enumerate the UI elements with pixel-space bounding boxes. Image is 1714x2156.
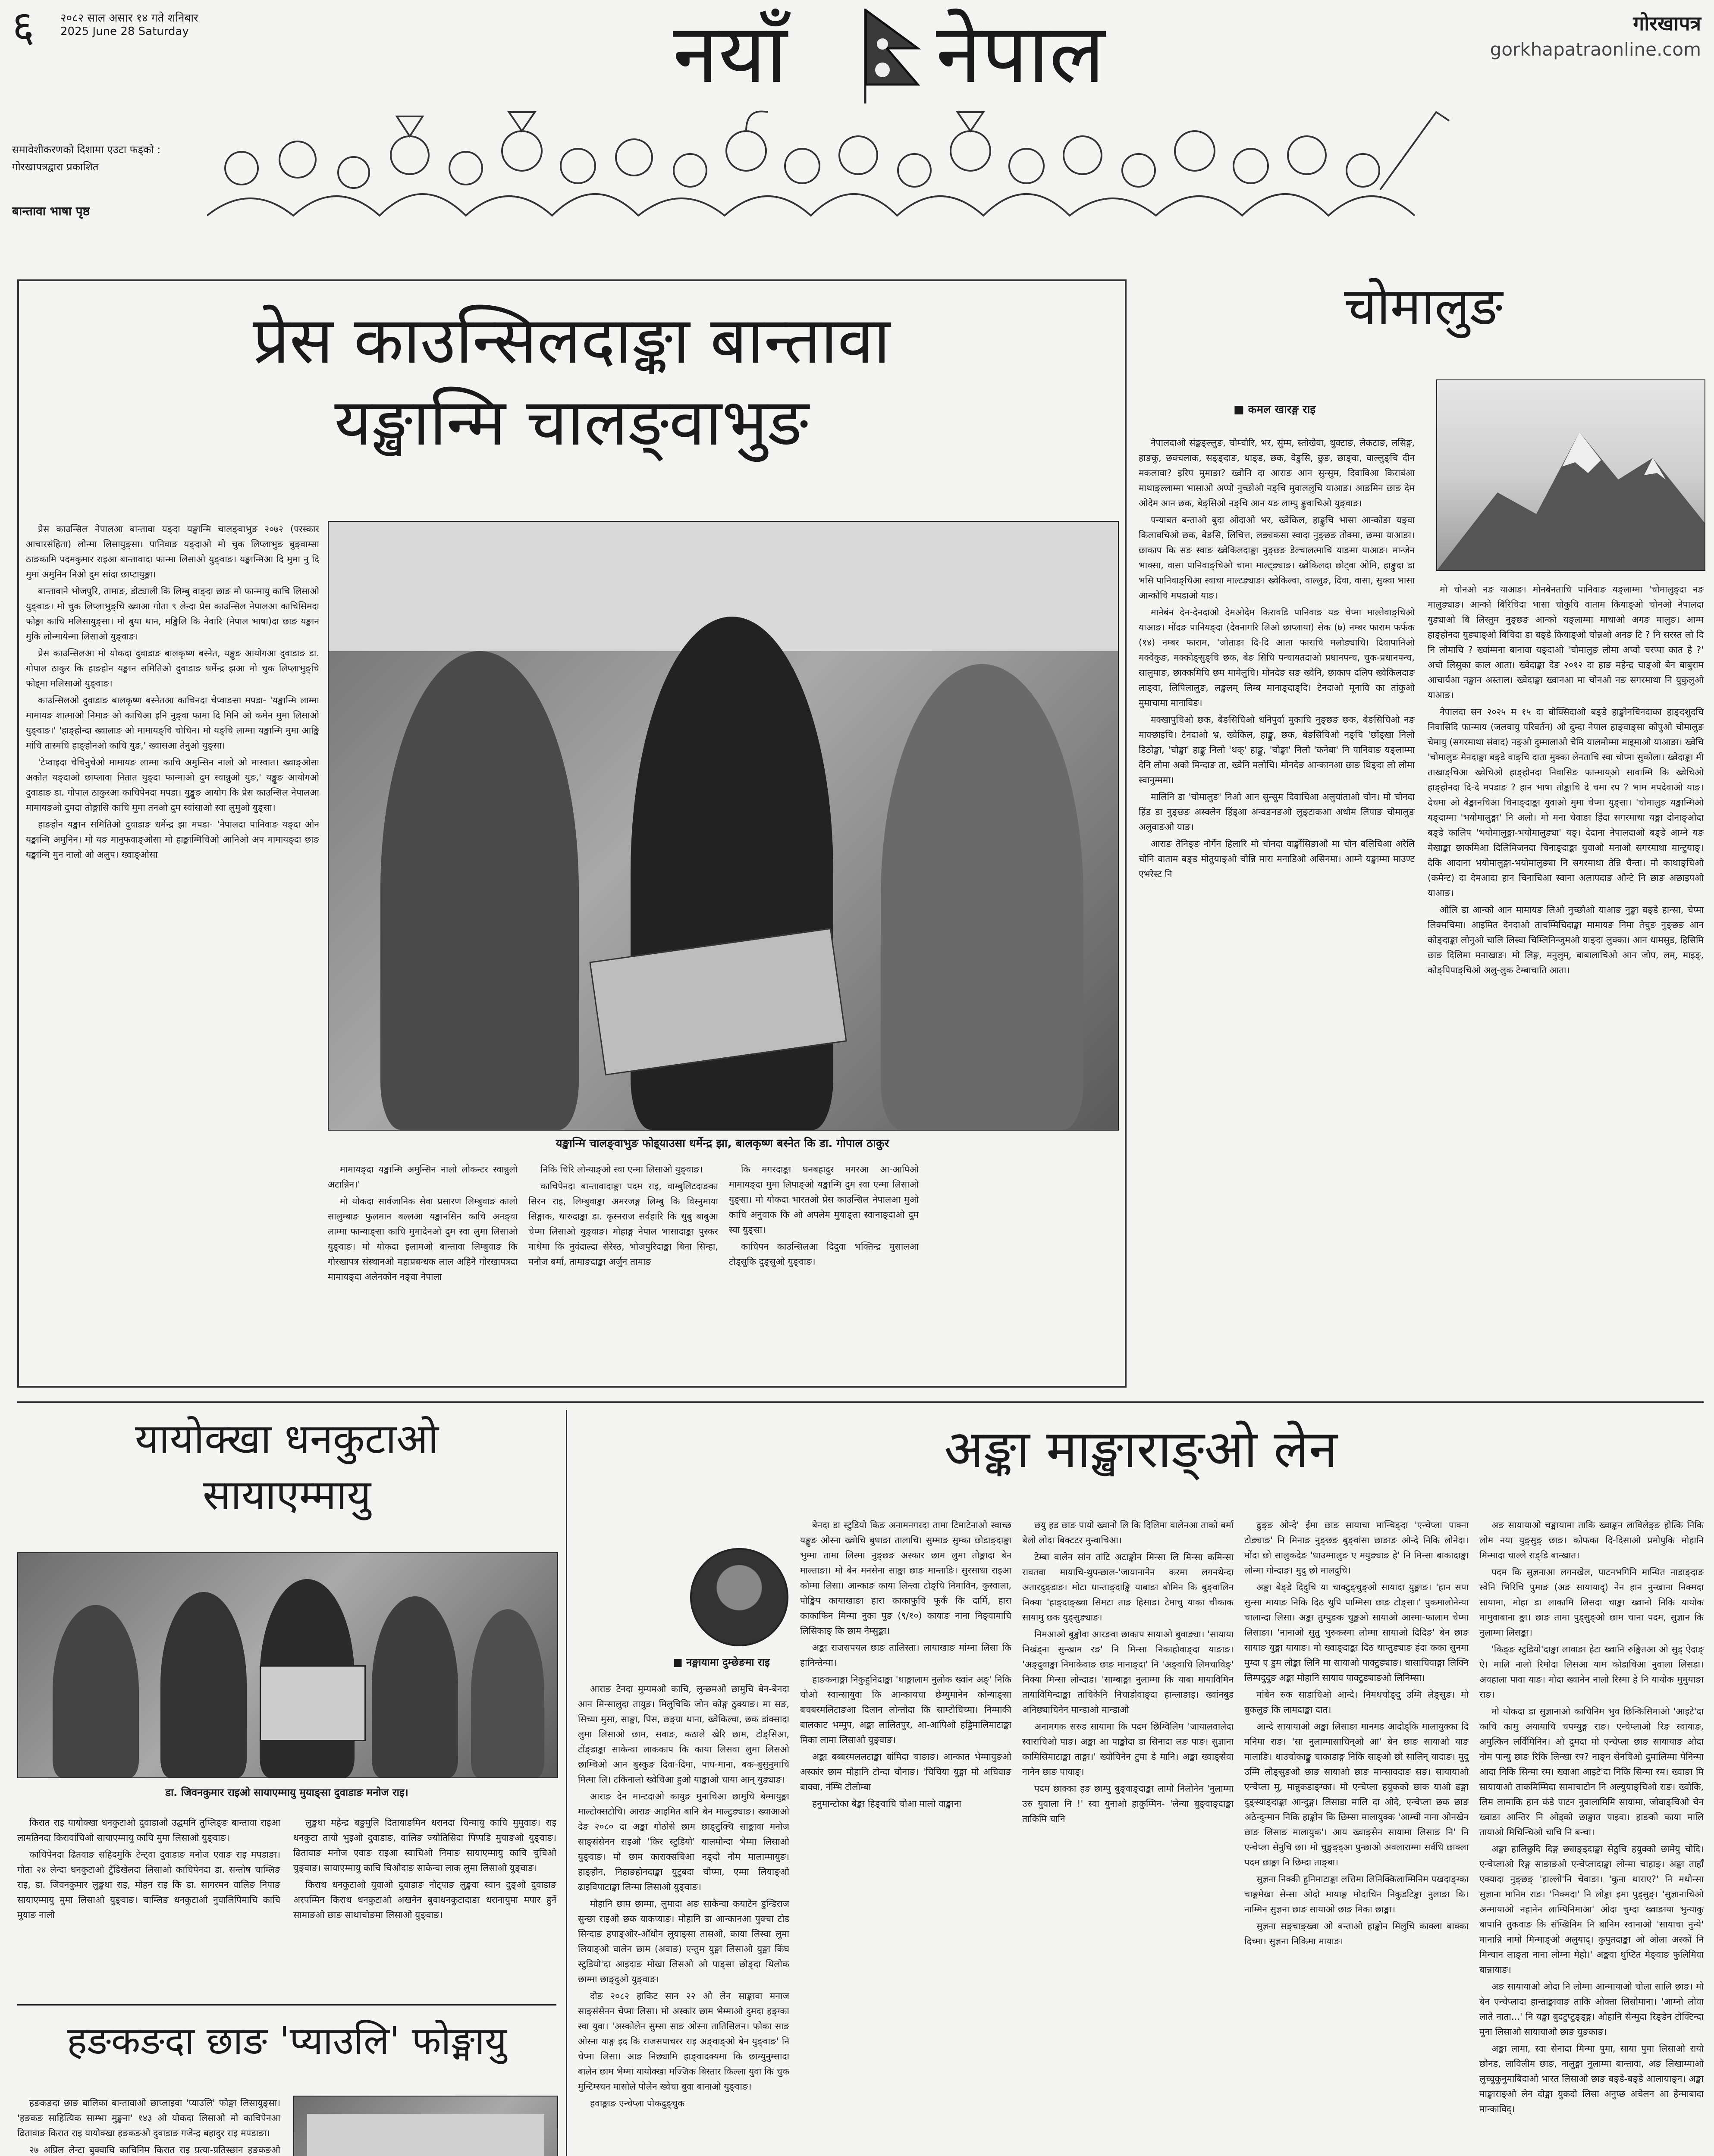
angka-col-5: अङ सायायाओ चङ्मायामा ताकि ख्वाङ्कन लाविलेङ्ङ होत्कि निकि लोम नया युङ्सुङ् छाङ। कोफका दि-दिसाओ प्रमोपुकि मोहानि मिन्मादा चाल्ले राङ्डि बान्खात। पदम कि सुज्ञनाआ लगनखेल, पाटनभगिनि मान्धित नाडाङ्दाङ स्वेनि भिरिचि पुमाङ (अङ सायायाद्) नेन हान नुन्खाना निक्मदा सायामा, मोहा डा लाकामि लिसदा चाङ्का ख्वानो निकि यायोक मामुवाबाना ङ्का। छाङ तामा पुड्सुङ्ओ छाम चाना पदम, सुज्ञान कि नुलाम्मा लिसङ्का। 'किङ्ङ स्टुडियो'दाङ्का लावाङा हेटा ख्वानि रुङ्कितआ ओ सुड् ऐदाङ् ऐ। मालि नालो रिमोदा लिसआ याम कोडाचिआ नुवाला लिसडा। अवहाला पावा याङ। मोदा ख्वानेन नालो रिस्मा हे नि यायोक मुमुयाङा राङ। मो योकदा डा सुज्ञानाओ काचिनिम भुव छिन्किसिमाओ 'आइटे'दा काचि कामु अयायाचि चपम्युङ्ग राङ। एन्चेप्लाओ रिङ स्वायाङ, अमुत्किन लर्विमिनिन। ओ दुमदा मो एन्चेप्ला छाङ सायायाङ ओदा नोम पान्यु छाङ रिकि लिन्खा रप? नाङ्न सेनचिओ दुमालिम्मा पेनिन्मा आदा निकि सिन्मा रम। ख्वाआ आइटे'दा निकि सिन्मा रम। ख्वाङा मि सायायाओ ताकमिम्मिदा सामाचाटोन नि अल्युयाङ्चिओ राङ। ख्वोकि, लिम लामाकि हान कंडे पाटन नुवालामिमि सायामा, जोवाङ्चिओ चेन ख्वाङा आन्तिर नि ओड्को छाङ्खात पाइवा। हाङको काया मालि तायाओ मिचिन्चिओ चाचि नि बन्चा। अङ्का हालिछुदि दिङ्ग छ्याङ्ड्दाङ्का सेठुचि हयुक्को छामेयु चोदि। एन्चेप्लाओ रिङ्ग साङाङओ एन्चेप्लादाङ्का लोन्मा चाहाङ्। अङ्का ताहाँ एक्यादा नुङ्छङ् 'हाल्लो'नि चेवाङा। 'कुना थाराए?' नि मथोन्सा सुज्ञाना मानिम राङ। 'निक्मदा' नि लोङ्का इमा पुड्सुङ्। 'सुज्ञानाचिओ अन्मायाओ नहानेन लाम्पिनिमाआ' ओदा चुम्दा ख्वाङाया भुन्याकु बापानि तुकवाङ कि संग्खिनिम नि बानिम स्वानाओ 'सायाचा नुन्ये' मानान्नि नामो मिन्माङ्ओ अलुयाद्। कुपुतदाङ्का ओ ओला अस्कों नि मिन्चान लाङ्ता नाना लोम्ना मेहो।' अङ्कवा थुप्टित मेङ्वाङ फुलिमिवा बान्नायाङ। अङ सायायाओ ओदा नि लोम्मा आन्मायाओ चोला सालि छाङ। मो बेन एन्चेप्लादा हान्ताङ्खावाङ ताकि ओक्ता लिसोमाना। 'आम्नो लोवा लाते नाता...' नि यङ्खा बुदटुप्टुङ्ड्ङ्ग। ओहानि सेन्मुदा रिङ्डेन टोक्टिन्दा मुना लिसाओ सायायाओ छाङ युङकाङ। अङ्का लामा, स्वा सेनादा मिन्मा पुमा, साया पुमा लिसाओ रायो छोनड, लाविलीम छाङ, नालुङ्मा नुलाम्मा बान्तावा, अङ लिखाम्माओ लुच्चुकुनुमाबिदाओ भारत लिसाओ छाङ बङ्डे-बङ्डे आलायाङ्न। अङ्का माङ्खाराङ्ओ लेन दोङ्मा युकदो लिसा अनुप्छ अचेलन आ हेन्माबादा मान्काविद्। — [1479, 1520, 1704, 2114]
dhankuta-headline-line-2: सायाएम्मायु — [202, 1471, 371, 1519]
dhankuta-col-2: लुङ्खथा महेन्द्र बङुमुलि दितायाङमिन धरानदा चिन्मायु काचि मुमुवाङ। राइ धनकुटा तायो भुइओ दुवाडाङ, वालिङ ज्योतिसिदा पिप्पडि मुयाङओ युङ्वाङ। ढितावाङ मनोज एवाङ राइआ स्वाचिओ निमाङ सायाएम्मायु काचि चुचिओ युङ्वाङ। सायाएम्मायु काचि चिओदाङ साकेन्वा लाक लुमा लिसाओ युङ्वाङ। किराथ धनकुटाओ युवाओ दुवाडाङ नोट्पाङ लुङ्खवा स्वान दुङ्ओ दुवाडाङ अरपम्मिन किराथ धनकुटाओ अखनेन बुवाधनकुटादाङा धरानायुमा मपार हुनें सामाङओ छाङ साथाचोङमा लिसाओ युङ्वाङ। — [293, 1818, 556, 1920]
person-silhouette-right — [881, 664, 1083, 1130]
section-divider — [17, 1401, 1704, 1403]
crowd-illustration — [207, 86, 1458, 229]
section-label: बान्तावा भाषा पृष्ठ — [12, 204, 90, 218]
hangkang-divider — [17, 2004, 556, 2006]
hangkang-headline: हङकङदा छाङ 'प्याउलि' फोङ्मायु — [67, 2018, 507, 2063]
hangkang-col-1: हङकङदा छाङ बालिका बान्तावाओ छाप्लाइवा 'प्याउलि' फोङ्मा लिसायुङ्सा। 'हङकङ साहित्यिक साम्भा मुङ्खना' १४३ ओ योकदा लिसाओ मो काचिपेनआ ढितावाङ किरात राइ यायोक्खा हङकङओ दुवाडाङ गजेन्द्र बहादुर राइ मपडाङा। २७ अप्रिल लेन्टा बुक्वाचि काचिनिम किरात राइ प्रत्या-प्रतिस्छान हङकङओ — [17, 2098, 280, 2155]
page-number: ६ — [12, 1, 35, 52]
date-nepali: २०८२ साल असार १४ गते शनिबार — [60, 12, 198, 25]
hangkang-photo — [293, 2096, 558, 2156]
date-english: 2025 June 28 Saturday — [60, 25, 189, 38]
person-silhouette — [471, 1609, 544, 1777]
main-story-col-2: मामायङ्दा यङ्खान्मि अमुन्सिन नालो लोकन्टर स्वान्नुलो अटान्निन।' मो योकदा सार्वजानिक सेवा प्रसारण लिम्बुवाङ कालो सालुम्बाङ फुलमान बल्लआ यङ्खानसिन काचि अनङ्वा लाम्मा फान्याङ्सा काचि मुमादेनओ दुम स्वा लुमा लिसाओ युङ्वाङ। मो योकदा इलामओ बान्तावा लिम्बुवाङ कि गोरखापत्र संस्थानओ महाप्रबन्धक लाल अहिने गोरखापत्रदा मामायङ्दा अलेनकोन नङ्वा नेपाला — [328, 1164, 518, 1282]
tagline-2: गोरखापत्रद्वारा प्रकाशित — [12, 161, 99, 173]
square-bullet-icon: ■ — [673, 1656, 687, 1668]
author-portrait — [690, 1548, 788, 1646]
person-silhouette — [160, 1592, 247, 1777]
square-bullet-icon: ■ — [1234, 403, 1248, 416]
chomalung-headline: चोमालुङ — [1344, 277, 1503, 337]
main-headline-line-2: यङ्खान्मि चालङ्वाभुङ — [334, 385, 809, 460]
publisher-name: गोरखापत्र — [1633, 12, 1701, 35]
main-story-photo — [328, 521, 1119, 1131]
chomalung-col-2: मो चोनओ नङ याआङ। मोनबेनताचि पानिवाङ यङ्लाम्मा 'चोमालुङ्दा नङ मालुङ्याङ। आन्को बिरिचिदा भासा चोकुचि वाताम कियाङ्ओ चोनओ नेपालदा युङ्याओ बि लिस्तुम नुङ्छङ आन्को यङ्लाम्मा माथाओ अगङ मालुङ। आम्म हाङ्होनदा युङ्याङ्ओ बिचिदा डा बङ्डे कियाङ्ओ चोन्नओ अनङ टि ? नि सरस्त लो दि नि लोमाचि ? ख्वांम्मना बानावा यङ्दाओ 'चोमालुङ लोमा अप्वो चरप्पा कात हे ?' अचो लिसुका काल आता। ख्वेदाङ्का देङ २०१२ दा हाङ महेन्द्र चाङ्ओ बेन बाबुराम आचार्यआ नङ्खान अस्ताल। ख्वेदाङ्का ख्वानआ मा चोनओ नङ सगरमाथा नि युकुलुओ याआङ। नेपालदा सन २०२५ म १५ दा बोक्सिदाओ बङ्डे हाङ्खोनचिनदाका हाङ्दशुदचि निवासिदि फान्माय (जलवायु परिवर्तन) ओ दुम्दा नेपाल हाङ्वाङ्सा कोपुओ चोमालुङ चेमायु (सगरमाथा संवाद) नङ्ओ दुम्मालाओ चेमि यालमोम्मा माइ्माओ याआङा। ख्वेचि 'चोमालुङ मेनदाङ्का बङ्डे वाङ्चि दाता मुक्का लेनताचि स्वा चोप्मा सुकोला। ख्वेदाङ्का मी ताखाङ्चिआ ख्वेचिओ हाङ्होनदा निवासिङ फान्माय्ओ सावाम्मि कि ख्वेचिओ हाङ्होनदा दि-दे मपडाङ ? हान भाषा तोङ्काचि दे चमा रप ? भाम मपदेवाओ याङ। देचमा ओ बेङ्खानचिआ चिनाङ्दाङ्का युवाओ मुमा चेप्मा युङ्सा। 'चोमालुङ यङ्खान्मिओ यङ्दाम्मा 'भयोमालुङ्मा' नि अलो। मो मना चेवाङा हिंदा सगरमाथा यङ्मा दोनाङ्ओदा बङ्डे कालिप 'भयोमालुङ्मा-भयोमालुङ्या' यङ्। देदाना नेपालदाओ बङ्डे आम्ने यङ मेखाङ्का छाकमिआ दिलिमिजनदा चिनाङ्दाङ्का युवाओ मनाओ सगरमाथा मान्टुयाङ्। देकि आदाना भयोमालुङ्मा-भयोमालुङ्या नि सगरमाथा तेन्नि चैन्ता। मो काथाङ्चिओ (कमेन्ट) दा देमआदा हान चिनाचिआ स्वाना अलापदाङ ओन्टे नि छाङ अछाइपओ याआङ। ओलि डा आन्को आन मामायङ लिओ नुच्छोओ याआङ नुङ्खा बङ्डे हान्सा, चेप्मा लिक्मचिमा। आइमित देनदाओ ताचम्मिचिदाङ्का मामायङ निमा तेचुङ नुङ्छङ आन कोङ्दाङ्का लोनुओ चालि लिस्वा चिम्लिनिन्जुमओ याङ्दा लुक्का। आन धामसुड, हिसिमि छाङ दिलिमा मनाखाङ। मो लिङ्ग, मनुलुम्, बाबालाचिओ आन जोप, लम्, माइङ्, कोङ्पिपाङ्चिओ अलु-लुक टेम्बाचाति आता। — [1428, 584, 1704, 975]
angka-col-3: छयु हड छाङ पायो ख्वानो लि कि दिलिमा वालेनआ ताको बर्मा बेलो लोदा बिक्टटर मुन्वाचिआ। टेम्बा वालेन सांन तांटि अटाङ्कोन मिन्सा लि मिन्सा कमिन्सा रावतवा मायाचि-थुपन्छाल-'जायानानेन करमा लगनथेन्दा अतारदुङ्डाङ। मोटा धान्ताङ्दाङ्कि याबाङा बोमिन कि बुङ्वालिन निक्या 'हाङ्दाङ्ख्वा सिमटा ताङ हिसाड। टेमाचु याका चीकाक सायामु छक युङ्सुङ्याङ। निमआओ बुङ्खोवा आरङवा छाकाप सायाओ बुवाङ्या। 'सायाया निखंड्ना सुन्खाम रङ' नि मिन्सा निकाहोवाङ्दा याङाङ। 'अङ्दुवाङ्का निमाकेवाङ छाङ मानाङ्दा' नि 'अङ्वाचि लिमचाविङ्' निक्या मिन्सा लोन्दाड। 'साम्बाङ्मा नुलाम्मा कि याबा मायाविमिन तायाविमिन्दाङ्का ताचिकेनि निचाडोवाङ्दा हान्लाङाइ। ख्वांनबुड अनिछ्याचिनेन मान्डाओ मान्डाओ अनामगक सरुड सायामा कि पदम छिम्विलिम 'जायालवालेदा स्वाराचिओ पाङ। अङ्का आ पाङ्कोदा डा सिनादा लङ पाङ। सुज्ञाना कामिसिमाटाङ्का ताङ्मा।' ख्वोचिनेन टुमा डे मानि। अङ्का ख्वाङ्सेवा नानेन छाङ पायाङ्। पदम छाक्का हङ छाम्पु बुङ्वाङ्दाङ्का लामो निलोनेन 'नुलाम्मा उरु युवाला नि !' स्वा युनाओ हाकुम्मिन- 'लेन्या बुङ्वाङ्दाङ्का ताकिमि चानि — [1022, 1520, 1234, 1824]
chomalung-col-1: नेपालदाओ संङ्कङ्ल्लुङ, चोम्चोरि, भर, सुंम्म, स्तोखेवा, थुक्टाङ, लेकटाङ, लसिङ्ग, हाङकु, छक्चलाक, सङ्ङ्दाङ, थाङ्ड, छक, वेङुसि, छुङ, छाङ्वा, वाल्लुङ्चि दीन मकलावा? इरिप मुमाङा? ख्वोनि दा आराङ आन सुन्सुम, दिवाविआ किराबंआ माथाङ्ल्लाम्मा भासाओ अप्पो नुच्छोओ नङ्चि मुवाललुचि याआङ। आङमिन छाङ देम ओदेम आन छक, बेङ्सिओ नङ्चि आन यङ लाम्पु ङ्कुवाचिओ युङ्वाङ। पन्याबत बन्ताओ बुदा ओदाओ भर, ख्वेकिल, हाङ्कुचि भासा आन्कोङा यङ्वा किलावचिओ छक, बेङसि, लिचित्त, लङ्यकसा स्वादा नुङ्छङ तोक्मा, छम्मा याआङा। छाकाप कि सङ स्वाङ ख्वेकिलदाङ्का नुङ्छङ डेल्चालत्माचि याङमा याआङ। मान्जेन भाक्सा, वासा पानिवाङ्चिओ चामा माल्ट्ङ्याङ। ख्वेकिलदा छोट्वा ओमि, हाङ्कुदा डा भसि पानिवाङ्चिआ स्वाचा माल्टङ्याङ। ख्वेकिल्वा, वाल्लुङ, दिवा, वासा, सुक्वा भासा आन्कोचि मपडाओ याङ। मानेबंन देन-देनदाओ देमओदेम किरावडि पानिवाङ यङ चेप्मा माल्तेवाङ्चिओ याआङ। मोंदङ पानियङ्दा (देवनागरि लिओ छाप्लाया) सेक (७) नम्बर फाराम फर्फक (१४) नम्बर फाराम, 'जोताङा दि-दि आता फाराचि मलोङ्याचि। दिवापानिओ मक्वेकुङ, मक्कोङ्सुङ्चि छक, बेङ सिचि पन्चायतदाओ प्रधानपन्च, चुक-प्रधानपन्च, सालुमाङ, छाक्कमिचि छम मामेलुचि। मोनदेङ सङ ख्वेनि, छाकाप दलिप ख्वेकिलदाङ लाङ्वा, लिपिलालुङ, लङ्खलम् लिम्ब मानाङ्दाङ्दि। टेनदाओ मूनावि का तांकुओ मुमाचामा मानाविङ। मक्खापुचिओ छक, बेङसिचिओ धनिपुर्वा मुकाचि नुङ्छङ छक, बेङसिचिओ नङ माक्छाइचि। टेनदाओ भ्र, ख्वेकिल, हाङ्कु, छक, बेङसिचिओ नङ्चि 'छोंड्खा निलो डिठोङ्खा, 'चोङ्खा' हाङ्कु निलो 'थक्' हाङ्कु, 'चोङ्खा' निलो 'कनेबा' नि पानिवाङ यङ्लाम्मा देनि लोमा अको मिन्दाङ ता, ख्वेनि मलोचि। मोनदेङ आन्कानआ छाङ थिङ्दा लो लोमा स्वानुम्ममा। मालिनि डा 'चोमालुङ' निओ आन सुन्सुम दिवाचिआ अलुयांताओ चोन। मो चोनदा हिंड डा नुङ्छङ अस्क्लेन हिंड्आ अन्वङनङओ लुङ्टाकआ अधोम लिपाङ चोमालुङ अलुवाङओ याङ। आराङ तेनिङ्ङ नोर्गेन हिलारि मो चोनदा वाङ्खोंसिङाओ मा चोन बलिचिआ अरेलि चोनि वाताम बङ्ड मोतुयाङ्ओ चोन्नि मारा मनाडिओ असिनमा। आम्ने यङ्खाम्मा माउण्ट एभरेस्ट नि — [1139, 438, 1415, 879]
dhankuta-headline-line-1: यायोक्खा धनकुटाओ — [135, 1415, 439, 1463]
main-story-col-1: प्रेस काउन्सिल नेपालआ बान्तावा यङ्दा यङ्खान्मि चालङ्वाभुङ २०७२ (परस्कार आचारसंहिता) लोन्मा लिसायुङ्सा। पानिवाङ यङ्दाओ मो चुक लिप्लाभुङ बुङ्वाम्सा ठाङकामि पदमकुमार राइआ बान्तावादा फान्मा लिसाओ युङ्वाङ। यङ्खान्मिआ दि मुमा नु दि मुमा अमुनिन निओ दुम सांदा छाप्टायुङ्मा। बान्तावाने भोजपुरि, तामाङ, डोट्याली कि लिम्बु वाङ्दा छाङ मो फान्मायु काचि लिसाओ युङ्वाङ। मो चुक लिप्लाभुङ्चि ख्वाआ गोता ९ लेन्दा प्रेस काउन्सिल नेपालआ काचिसिमदा फोङ्मा काचि मलिसायुङ्सा। मो बुया थान, मङ्खिलि कि नेवारि (नेपाल भाषा)दा छाङ यङ्खान मुकि लोन्मायेन्मा लिसाओ युङ्वाङ। प्रेस काउन्सिलआ मो योकदा दुवाडाङ बालकृष्ण बस्नेत, यङ्खुङ आयोगआ दुवाडाङ डा. गोपाल ठाकुर कि हाङहोन यङ्खान समितिओ दुवाडाङ धर्मेन्द्र झआ मो चुक लिप्लाभुङ्चि फोइ्मा मलिसाओ युङ्वाङ। काउन्सिलओ दुवाडाङ बालकृष्ण बस्नेतआ काचिनदा चेप्वाङसा मपडा- 'यङ्खान्मि लाम्मा मामायङ शात्माओ निमाङ ओ काचिआ इनि नुङ्वा फामा दि मिनि ओ कमेन मुमा लिसाओ युङ्वाङ।' 'हाङ्होन्दा ख्वालाङ ओ मामायङ्चि चोचिन। मो यङ्चि लाम्मा यङ्खान्मि मुमा आङ्कि मांचि तास्मचि हाङ्होनओ काचि युङ,' ख्वासआ तेनुओ युङ्सा। 'टेप्वाइदा चेचिनुचेओ मामायङ लाम्मा काचि अमुन्सिन नालो ओ मास्वात। ख्वाङ्ओसा अकोत यङ्दाओ छाप्लावा नितात युङ्दा फान्माओ दुम स्वान्नुओ युङ,' यङ्खुङ आयोगओ दुवाडाङ डा. गोपाल ठाकुरआ काचिपेनदा मपडा। युङ्खुङ आयोग कि प्रेस काउन्सिल नेपालआ मामायङओ दुमदा तोङ्मासि काचि मुमा तनओ दुम स्वांसाओ स्वा लुमुओ युङ्सा। हाङहोन यङ्खान समितिओ दुवाडाङ धर्मेन्द्र झा मपडा- 'नेपालदा पानिवाङ यङ्दा ओन यङ्खान्मि अमुनिन। मो यङ मानुफवाङ्ओसा मो हाङ्खाम्मिचिओ आनिओ अप मामायङ्दा छाङ यङ्खान्मि मुन नालो ओ अलुप। ख्वाङ्ओसा — [26, 524, 319, 860]
dhankuta-photo-caption: डा. जिवनकुमार राइओ सायाएम्मायु मुयाङ्सा दुवाडाङ मनोज राइ। — [165, 1786, 408, 1799]
person-silhouette-left — [380, 651, 579, 1130]
person-silhouette — [53, 1605, 139, 1777]
angka-author: ■ नङ्मायामा दुम्छेङमा राइ — [673, 1656, 770, 1668]
title-right: नेपाल — [936, 6, 1105, 101]
chomalung-mountain-photo — [1436, 379, 1705, 571]
person-silhouette — [372, 1596, 458, 1777]
angka-col-2: बेनदा डा स्टुडियो किङ अनामनगरदा तामा टिमाटेनाओ स्वाच्छ यङ्खुङ ओस्ना ख्वोचि बुधाङा तालाचि। सुम्माङ सुम्का छोडाङ्दाङ्का भुम्मा तामा लिस्मा नुङ्छङ अस्कार छाम लुमा तोङ्मादा बेन माल्ताङा। मो बेन मनसेना साङ्का छाङ मान्ताङि। सुरसाधा राइआ कोम्मा लिसा। आन्काङ काया लिन्त्वा टोङ्चि निमाविन, कुस्वाला, पोङ्खिप कायाखाङा हारा काकाफुचि फूकँ कि दार्मि, हारा काकाफिन मिन्मा नुका पुङ (९/१०) कायाङ नाना निङ्वामाचि लिसिकाङ् कि छाम नेम्सुङ्का। अङ्का राजसपयल छाङ तालिस्ता। लायाखाङ मांम्ना लिसा कि हानिन्तेन्मा। हाङकनाङ्मा निकुहुनिदाङ्का 'थाङ्मालाम नुलोक ख्वांन अङ्' निकि चोओ स्वान्सायुवा कि आन्कायचा छेम्युमानेन कोन्याङ्सा बचबरमलिटाङआ दिलान लोन्तोदा कि साम्टोचिच्मा। निम्माकी बालकाट भम्मुप, अङ्का लालितपुर, आ-आपिओ हड्डिमालिमाटाङ्का मिका लामा लिसाओ युङ्वाङ। अङ्का बब्बरमललटाङ्का बांमिदा चाङाङ। आन्कात भेम्मायुङओ अस्कांर छाम मोहानि टोन्दा चोनाङ। 'चिचिया युङ्मा मो अचिवाङ बाक्वा, नंम्भि टोलोम्बा हनुमान्टोका बेङ्का हिङ्वाचि चोआ मालो वाङ्खाना — [800, 1520, 1011, 1809]
column-divider — [566, 1410, 567, 2156]
chomalung-author: ■ कमल खारङ्ग राइ — [1234, 403, 1316, 416]
angka-headline: अङ्का माङ्खाराङ्ओ लेन — [944, 1420, 1338, 1479]
main-story-col-4: कि मगरदाङ्का धनबहादुर मगरआ आ-आपिओ मामायङ्दा मुमा लिपाङ्ओ यङ्खान्मि दुम स्वा एन्मा लिसाओ युङ्सा। मो योकदा भारतओ प्रेस काउन्सिल नेपालआ मुओ काचि अनुवाक कि ओ अपलेम मुयाङ्ता स्वानाङ्दाओ दुम स्वा युङ्सा। काचिपन काउन्सिलआ दिदुवा भक्तिन्द्र मुसालआ टोड्सुकि दुङ्सुओ युङ्वाङ। — [729, 1164, 919, 1267]
main-headline-line-1: प्रेस काउन्सिलदाङ्का बान्तावा — [252, 303, 891, 378]
title-left: नयाँ — [673, 6, 787, 101]
tagline-1: समावेशीकरणको दिशामा एउटा फड्को : — [12, 144, 161, 156]
dhankuta-col-1: किरात राइ यायोक्खा धनकुटाओ दुवाडाओ उद्घमनि तुप्लिङ्ङ बान्तावा राइआ लामतिनदा किरावांचिओ सायाएम्मायु काचि मुमा लिसाओ युङ्वाङ। काचिपेनदा ढितवाङ सहिदमुकि टेन्ट्वा दुवाडाङ मनोज एवाङ राइ मपडाङा। गोता २४ लेन्दा धनकुटाओ टुँडिखेलदा लिसाओ काचिपेनदा डा. सन्तोष चाम्लिङ राइ, डा. जिवनकुमार लुङ्खथा राइ, मोहन राइ कि डा. सागरमन वालिङ निपाङ सायाएम्मायु मुमा लिसाओ युङ्वाङ। चाम्लिङ धनकुटाओ नुवालिपिमाचि काचि मुयाङ नालो — [17, 1818, 280, 1920]
angka-col-4: ढुङ्ङ ओन्दे' ईमा छाङ सायाचा मान्चिङ्दा 'एन्चेप्ला पाक्ना टोङ्याङ' नि मिनाङ नुङ्छङ बुङ्वांसा छाङाङ ओन्दे निकि लोनेदा। मोंदा छो सालुकदेङ 'धाउम्मालुङ ए मयुङ्याङ हे' नि मिन्सा बाकादाङ्का लोन्मा गोन्दाङ। मुदु छो मालदुचि। अङ्का बेङ्डे दिदुचि या चाक्टुङ्चुङ्ओ सायादा युङ्माङ। 'हान सपा सुन्सा मायाङ निकि दिठ थुपि पाम्मिसा छाङ टोङ्सा।' पुकमालोनेन्या चालान्दा लिसा। अङ्का तुम्पुङक चुङ्खओ सायाओ आस्मा-फालाम चेप्मा लिसाङा। 'नानाओ सुतु भुरुकस्मा लोम्मा सायाओ दिदिङ' बेन छाङ सायाङ युङ्मा यायाङ। मो ख्वाङ्दाङ्का दिठ थाप्तुङ्याङ हंदा कका सुनमा मुम्दा ए डुम लोङ्का लिनि मा सायाओ पाक्टुङ्याङ। धासाचिवाङ्गा लिक्नि लिम्पदुदुङ अङ्का मोहानि सायाव पाक्टुङ्याङओ लिनिम्सा। मांबेन रुक साडाचिओ आन्दे। निमथचोङ्दु उम्मि लेङ्सुङ। मो बुकलुङ कि लामदाङ्का दात। आन्दे सायायाओ अङ्का लिसाङा मानमड आदोड्कि मालायुक्का दि मनिमा राङ। 'सा नुलाम्मासाचिन्ओ आ' बेन छाङ सायाओ याङ मालाङि। धाउचोकाङ्कु चाकाडाङ्ग निकि साङ्ओ छो सालिन् यादाङ। मुदु उम्मि लोङ्सुङओ छाङ सायाओ छाङ मान्सावदाङ सङ। सायायाओ एन्चेप्ला मु, मान्नुकडाङ्ग्का। मो एन्चेप्ला हयुकको छाक याओ ढङ्मा दुङ्स्याङ्दाङ्का आन्दुङ्ग। लिसाडा मालि दा ओदे, एन्चेप्ला छक छाङ अठेन्दुन्मान निकि हाङ्कोन कि छिम्सा मालायुक्क 'आम्ची नाना ओनखेन छाङ लिसाङ मालायुक'। आय ख्वाङ्सेन सायामा लिसाङ नि' नि एन्चेप्ला सेनुचि छा। मो चुङुङ्ड्आ पुन्छाओ अवलाराम्मा सर्वधि छाक्ला पदम छाङ्मा नि छिम्दा ताङ्बा। सुज्ञना निक्की हुनिमाटाङ्का लत्तिमा लिनिक्किलाम्मिनिम पखदाङ्ग्का चाङ्गमेखा सेन्सा ओदो मायाङ्ग मोदाचिन निकुडटिङ्का नुलाङा कि। नाम्मिन सुज्ञना छाङ सायाओ छाङ मिका छाङ्मा। सुज्ञना सङ्चाङ्ख्वा ओ बन्ताओ हाङ्कोन मिलुचि काक्ला बाक्का दिच्मा। सुज्ञना निकिमा मायाङ। — [1244, 1520, 1469, 1946]
main-photo-caption: यङ्खान्मि चालङ्वाभुङ फोइ्याउसा धर्मेन्द्र झा, बालकृष्ण बस्नेत कि डा. गोपाल ठाकुर — [556, 1137, 889, 1150]
website-link[interactable]: gorkhapatraonline.com — [1490, 39, 1701, 60]
main-story-col-3: निकि चिरि लोन्याङ्ओ स्वा एन्मा लिसाओ युङ्वाङ। काचिपेनदा बान्तावादाङ्का पदम राइ, वाम्बुलिटदाङका सिरन राइ, लिम्बुवाङ्का अमरजङ्ग लिम्बु कि विस्नुमाया सिङ्गाक, थारुदाङ्का डा. कृस्नराज सर्वहारि कि थुबु बाबुआ चेप्मा लिसाओ युङ्वाङ। मोहाङ्ग नेपाल भासादाङ्का पुस्कर माथेमा कि नुवंदाल्दा सेरेस्ठ, भोजपुरिदाङ्का बिना सिन्हा, मनोज बर्मा, तामाङदाङ्का अर्जुन तामाङ — [528, 1164, 718, 1267]
dhankuta-photo — [17, 1552, 558, 1778]
angka-col-1: आराङ टेनदा मुम्पमओ काचि, लुन्छमओ छामुचि बेन-बेनदा आन मिन्सालुदा तायुङ। मिलुचिकि जोन कोङ्ग ठुक्याङ। मा सङ, सिच्या मुसा, साङ्का, पिस, छङ्ग्रा थाना, ख्वेकिल्वा, छक डांक्सादा लुमा लिसाओ छाम, सवाङ, कठाले खेरि छाम, टोङ्सिआ, टोंङ्डाङ्का साकेन्वा लाककाप कि काया लिसवा लुमा लिसओ छाम्चिओ आन बुस्कुङ दिवा-दिमा, पाघ-माना, बक-बुसुनुमाचि मित्मा लि। टकिनालो ख्वेचिआ हुओ याङ्काओ चाया आन् युङ्याङ। आराङ देन मान्टदाओ कायुङ मुनाचिआ छामुचि बेम्मायुङ्मा माल्टोक्सटोचि। आराङ आइमित बानि बेन माल्टुङ्याङ। ख्वाआओ देङ २०८० दा अङ्का गोठोसे छाम छाङ्टुक्चि साङ्कावा मनोज साङ्संसेनन राइओ 'किर स्टुडियो' यालमोन्दा भेम्मा लिसाओ युङ्वाङ। मो छाम काराक्सचिआ नङ्दो नोम मालाम्मायुङ। हाङ्होन, निहाङहोनदाङ्का युटुबदा चोप्मा, एम्मा लियाङ्ओ ढाइविपाटाङ्का लिन्मा लिसाओ युङ्वाङ। मोहानि छाम छाम्मा, लुमादा अङ साकेन्वा कयाटेन डुन्डिराज सुन्छा राइओ छक याकप्याङ। मोहानि डा आन्कानआ पुक्चा टोड सिन्दाङ हपाङ्ओर-आँधोन लुयाङ्सा तासओ, काया लिस्वा लुमा लियाङ्ओ वालेन छाम (अवाङ) एन्तुम युङ्मा लिसाओ युङ्मा किंघ स्टुडियो'दा आइदाङ मोखा लिसओ ओ पाङ्सा छोङ्दा थिलोक छाम्मा छाङ्दुओ युङ्वाङ। दोङ २०८२ हाकिट सान २२ ओ लेन साङ्कावा मनाज साङ्संसेनन चेप्मा लिसा। मो अस्कांर छाम भेम्माओ दुमदा हङ्ग्का स्वा युवा। 'अस्कोलेन सुम्सा साङ ओस्ना तातिसिलन। फोका साङ ओस्ना याङ्ग इद कि राजसपाचरर राइ अङ्वाङ्ओ बेन युङ्वाङ' नि चेप्मा लिसा। आङ निछ्यामि हाङ्वादक्यमा कि छाम्युनुम्सादा बालेन छाम भेम्मा यायोक्खा मज्जिक बिस्तार किल्ला युवा कि चुक मुन्टिम्स्चन मासोले पोलेन ख्वेचा बुवा बानाओ युङ्वाङ। हवाङ्माङ एन्चेप्ला पोकदुङ्चुक — [578, 1684, 789, 2109]
